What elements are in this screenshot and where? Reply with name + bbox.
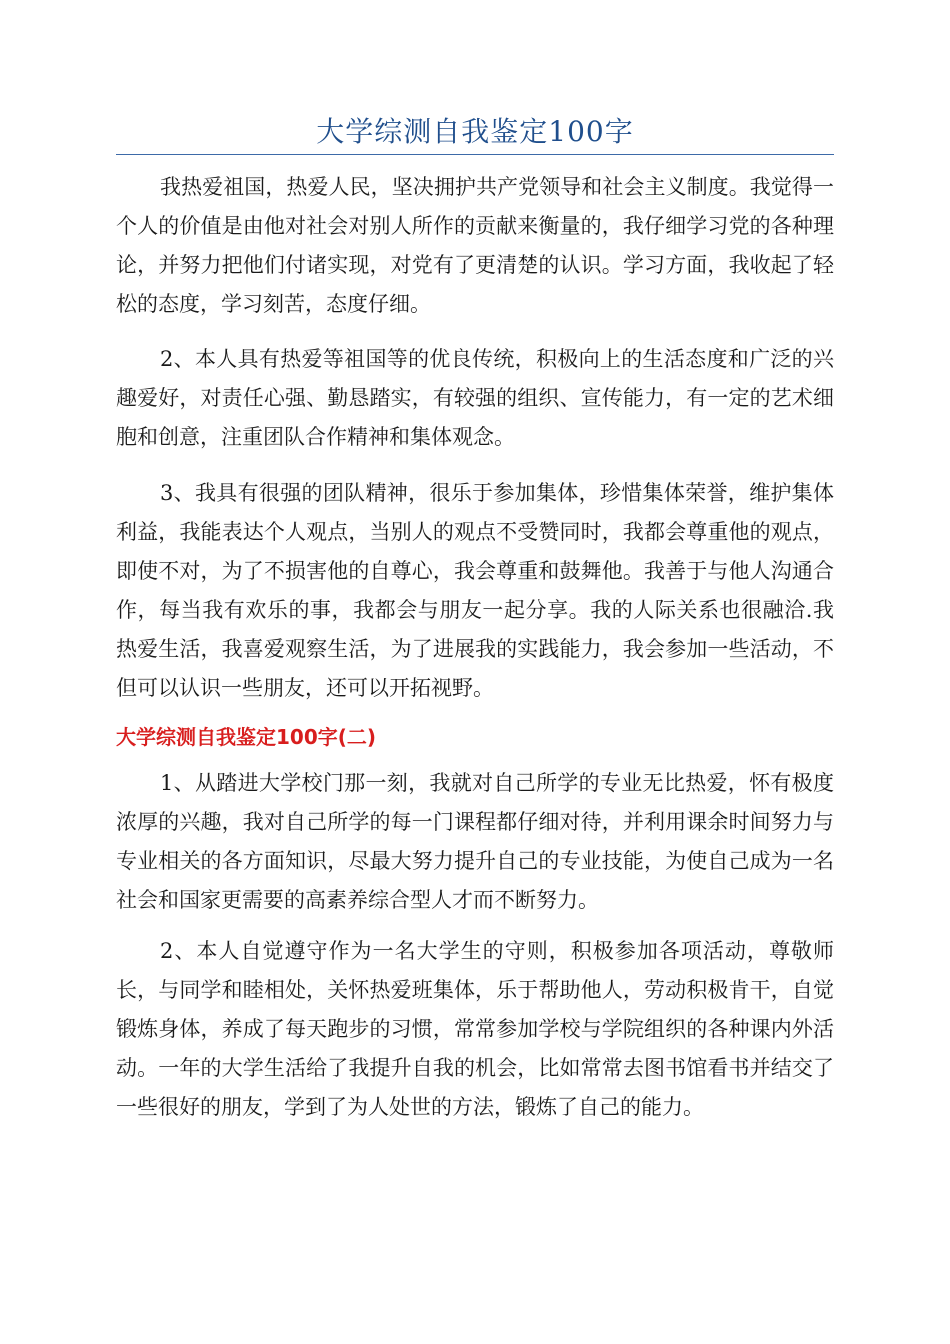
title-underline [116,154,834,155]
paragraph-3: 3、我具有很强的团队精神，很乐于参加集体，珍惜集体荣誉，维护集体利益，我能表达个人观点，当别人的观点不受赞同时，我都会尊重他的观点，即使不对，为了不损害他的自尊心，我会尊重和鼓舞他。我善于与他人沟通合作，每当我有欢乐的事，我都会与朋友一起分享。我的人际关系也很融洽.我热爱生活，我喜爱观察生活，为了进展我的实践能力，我会参加一些活动，不但可以认识一些朋友，还可以开拓视野。 [116,481,834,700]
paragraph-1: 我热爱祖国，热爱人民，坚决拥护共产党领导和社会主义制度。我觉得一个人的价值是由他对社会对别人所作的贡献来衡量的，我仔细学习党的各种理论，并努力把他们付诸实现，对党有了更清楚的认识。学习方面，我收起了轻松的态度，学习刻苦，态度仔细。 [116,175,834,316]
document-title: 大学综测自我鉴定100字 [316,115,634,148]
section-heading: 大学综测自我鉴定100字(二) [116,725,377,749]
paragraph-5: 2、本人自觉遵守作为一名大学生的守则，积极参加各项活动，尊敬师长，与同学和睦相处，关怀热爱班集体，乐于帮助他人，劳动积极肯干，自觉锻炼身体，养成了每天跑步的习惯，常常参加学校与学院组织的各种课内外活动。一年的大学生活给了我提升自我的机会，比如常常去图书馆看书并结交了一些很好的朋友，学到了为人处世的方法，锻炼了自己的能力。 [116,939,834,1119]
paragraph-2: 2、本人具有热爱等祖国等的优良传统，积极向上的生活态度和广泛的兴趣爱好，对责任心强、勤恳踏实，有较强的组织、宣传能力，有一定的艺术细胞和创意，注重团队合作精神和集体观念。 [116,347,834,449]
paragraph-4: 1、从踏进大学校门那一刻，我就对自己所学的专业无比热爱，怀有极度浓厚的兴趣，我对自己所学的每一门课程都仔细对待，并利用课余时间努力与专业相关的各方面知识，尽最大努力提升自己的专业技能，为使自己成为一名社会和国家更需要的高素养综合型人才而不断努力。 [116,771,834,912]
